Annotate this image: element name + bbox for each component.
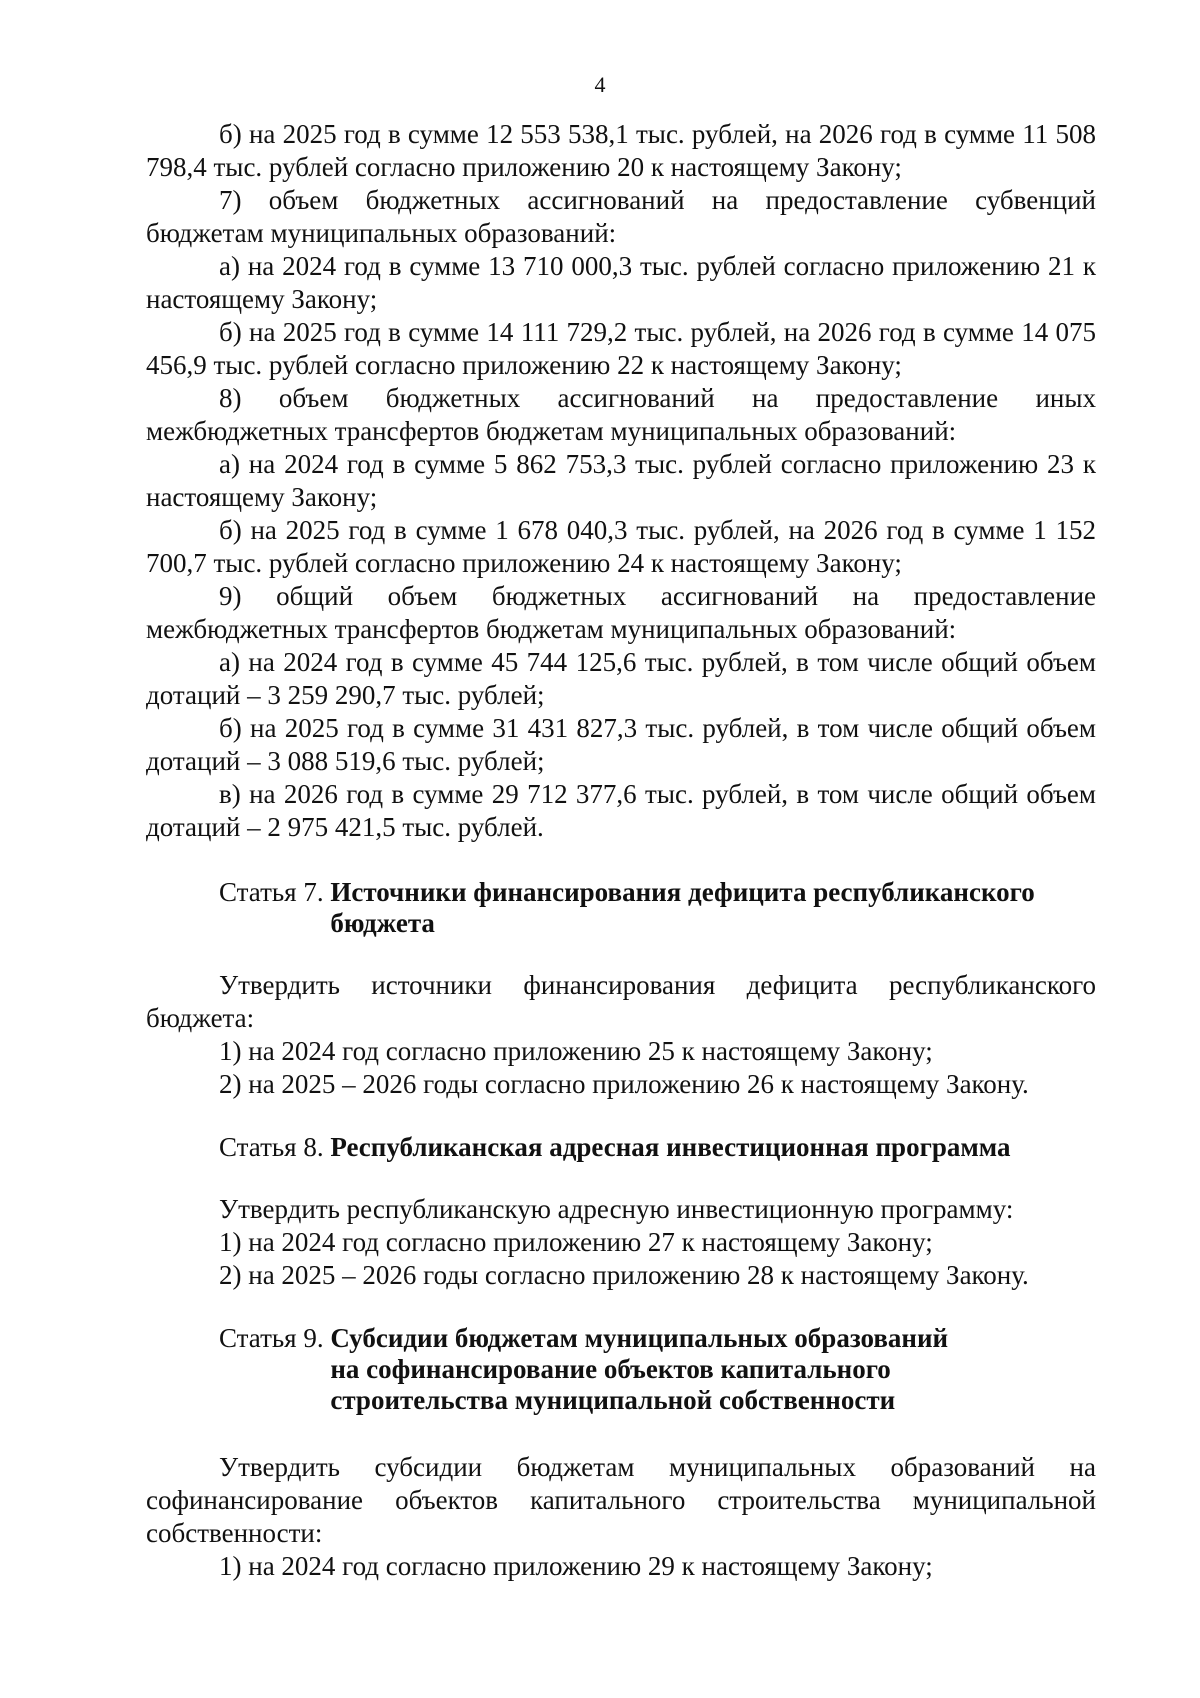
article-9-title-line: Субсидии бюджетам муниципальных образований	[330, 1323, 949, 1353]
paragraph: а) на 2024 год в сумме 45 744 125,6 тыс. рублей, в том числе общий объем дотаций – 3 259 290,7 тыс. рублей;	[146, 647, 1096, 710]
article-7-label: Статья 7.	[219, 877, 331, 907]
paragraph: Утвердить источники финансирования дефицита республиканского бюджета:	[146, 970, 1096, 1033]
paragraph: 1) на 2024 год согласно приложению 27 к настоящему Закону;	[219, 1227, 933, 1257]
article-7-title-line: Источники финансирования дефицита республиканского	[330, 877, 1035, 907]
article-8-title	[330, 1132, 1096, 1163]
article-7-heading	[219, 877, 1096, 939]
paragraph: 8) объем бюджетных ассигнований на предоставление иных межбюджетных трансфертов бюджетам муниципальных образований:	[146, 383, 1096, 446]
paragraph: 1) на 2024 год согласно приложению 25 к настоящему Закону;	[219, 1036, 933, 1066]
article-9-title	[330, 1323, 1096, 1416]
spacer	[146, 939, 1096, 969]
paragraph: а) на 2024 год в сумме 13 710 000,3 тыс. рублей согласно приложению 21 к настоящему Закону;	[146, 251, 1096, 314]
article-8-title-line: Республиканская адресная инвестиционная программа	[330, 1132, 1011, 1162]
article-9-heading	[219, 1323, 1096, 1416]
paragraph: 2) на 2025 – 2026 годы согласно приложению 28 к настоящему Закону.	[219, 1260, 1029, 1290]
article-7-title-line: бюджета	[330, 908, 435, 938]
spacer	[146, 1163, 1096, 1193]
spacer	[146, 844, 1096, 877]
document-body	[146, 118, 1096, 1583]
spacer	[146, 1101, 1096, 1132]
page-number: 4	[594, 72, 606, 97]
article-9-title-line: строительства муниципальной собственности	[330, 1385, 896, 1415]
paragraph: 1) на 2024 год согласно приложению 29 к настоящему Закону;	[219, 1551, 933, 1581]
article-9-title-line: на софинансирование объектов капитального	[330, 1354, 891, 1384]
paragraph: б) на 2025 год в сумме 14 111 729,2 тыс. рублей, на 2026 год в сумме 14 075 456,9 тыс. рублей согласно приложению 22 к настоящему Закону;	[146, 317, 1096, 380]
paragraph: б) на 2025 год в сумме 31 431 827,3 тыс. рублей, в том числе общий объем дотаций – 3 088 519,6 тыс. рублей;	[146, 713, 1096, 776]
paragraph: в) на 2026 год в сумме 29 712 377,6 тыс. рублей, в том числе общий объем дотаций – 2 975 421,5 тыс. рублей.	[146, 779, 1096, 842]
article-7-title	[330, 877, 1096, 939]
paragraph: 7) объем бюджетных ассигнований на предоставление субвенций бюджетам муниципальных образований:	[146, 185, 1096, 248]
paragraph: 2) на 2025 – 2026 годы согласно приложению 26 к настоящему Закону.	[219, 1069, 1029, 1099]
paragraph: Утвердить субсидии бюджетам муниципальных образований на софинансирование объектов капитального строительства муниципальной собственности:	[146, 1452, 1096, 1548]
spacer	[146, 1292, 1096, 1323]
paragraph: б) на 2025 год в сумме 1 678 040,3 тыс. рублей, на 2026 год в сумме 1 152 700,7 тыс. рублей согласно приложению 24 к настоящему Закону;	[146, 515, 1096, 578]
paragraph: Утвердить республиканскую адресную инвестиционную программу:	[219, 1194, 1014, 1224]
article-8-heading	[219, 1132, 1096, 1163]
paragraph: б) на 2025 год в сумме 12 553 538,1 тыс. рублей, на 2026 год в сумме 11 508 798,4 тыс. рублей согласно приложению 20 к настоящему Закону;	[146, 119, 1096, 182]
article-9-label: Статья 9.	[219, 1323, 331, 1353]
article-8-label: Статья 8.	[219, 1132, 331, 1162]
paragraph: а) на 2024 год в сумме 5 862 753,3 тыс. рублей согласно приложению 23 к настоящему Закону;	[146, 449, 1096, 512]
spacer	[146, 1416, 1096, 1451]
paragraph: 9) общий объем бюджетных ассигнований на предоставление межбюджетных трансфертов бюджетам муниципальных образований:	[146, 581, 1096, 644]
